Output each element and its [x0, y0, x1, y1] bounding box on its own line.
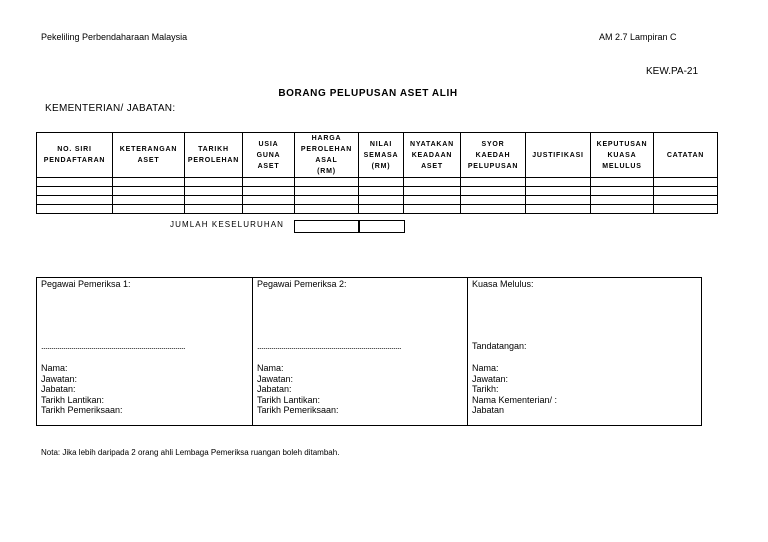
col-header: TARIKH PEROLEHAN: [185, 133, 243, 178]
col-header: HARGA PEROLEHAN ASAL (RM): [295, 133, 359, 178]
form-title: [0, 88, 768, 99]
field-label: Nama:: [472, 363, 499, 373]
field-label: Jawatan:: [41, 373, 78, 384]
field-label: Nama:: [41, 363, 68, 373]
table-header-row: [37, 133, 718, 178]
field-label: Jabatan:: [41, 384, 76, 394]
field-label: Tarikh Pemeriksaan:: [257, 405, 339, 415]
examiner-1-fields: [41, 363, 123, 416]
field-label: Jabatan:: [257, 384, 292, 394]
signature-line: ........................................................................: [41, 341, 186, 351]
col-header: CATATAN: [654, 133, 718, 178]
col-header: JUSTIFIKASI: [526, 133, 591, 178]
signature-table: [36, 277, 702, 426]
total-value-box: [358, 220, 405, 233]
col-header: KETERANGAN ASET: [113, 133, 185, 178]
field-label: Jawatan:: [257, 373, 294, 384]
total-label: JUMLAH KESELURUHAN: [170, 220, 285, 229]
footnote: Nota: Jika lebih daripada 2 orang ahli Lembaga Pemeriksa ruangan boleh ditambah.: [41, 448, 340, 457]
examiner-2-title: Pegawai Pemeriksa 2:: [257, 279, 347, 289]
signature-label: Tandatangan:: [472, 341, 527, 351]
col-header: NO. SIRI PENDAFTARAN: [37, 133, 113, 178]
header-right-text: AM 2.7 Lampiran C: [599, 32, 677, 42]
col-header: NILAI SEMASA (RM): [359, 133, 404, 178]
header-left-text: Pekeliling Perbendaharaan Malaysia: [41, 32, 188, 42]
field-label: Nama:: [257, 363, 284, 373]
col-header: KEPUTUSAN KUASA MELULUS: [591, 133, 654, 178]
examiner-1-title: Pegawai Pemeriksa 1:: [41, 279, 131, 289]
asset-table: [36, 132, 718, 214]
approver-cell: [468, 278, 702, 426]
field-label: Tarikh Lantikan:: [257, 394, 321, 405]
ministry-label: KEMENTERIAN/ JABATAN:: [45, 103, 176, 114]
field-label: Jabatan: [472, 405, 505, 415]
table-row: [37, 196, 718, 205]
table-row: [37, 187, 718, 196]
total-cost-box: [294, 220, 360, 233]
col-header: NYATAKAN KEADAAN ASET: [404, 133, 461, 178]
signature-line: ........................................................................: [257, 341, 402, 351]
field-label: Tarikh:: [472, 384, 499, 394]
field-label: Tarikh Pemeriksaan:: [41, 405, 123, 415]
approver-title: Kuasa Melulus:: [472, 279, 534, 289]
col-header: SYOR KAEDAH PELUPUSAN: [461, 133, 526, 178]
field-label: Nama Kementerian/ :: [472, 394, 558, 405]
examiner-2-fields: [257, 363, 339, 416]
form-code: KEW.PA-21: [646, 66, 699, 77]
table-row: [37, 205, 718, 214]
col-header: USIA GUNA ASET: [243, 133, 295, 178]
examiner-2-cell: [253, 278, 468, 426]
field-label: Jawatan:: [472, 373, 509, 384]
examiner-1-cell: [37, 278, 253, 426]
field-label: Tarikh Lantikan:: [41, 394, 105, 405]
form-title-text: BORANG PELUPUSAN ASET ALIH: [278, 88, 458, 99]
table-row: [37, 178, 718, 187]
approver-fields: [472, 363, 557, 416]
